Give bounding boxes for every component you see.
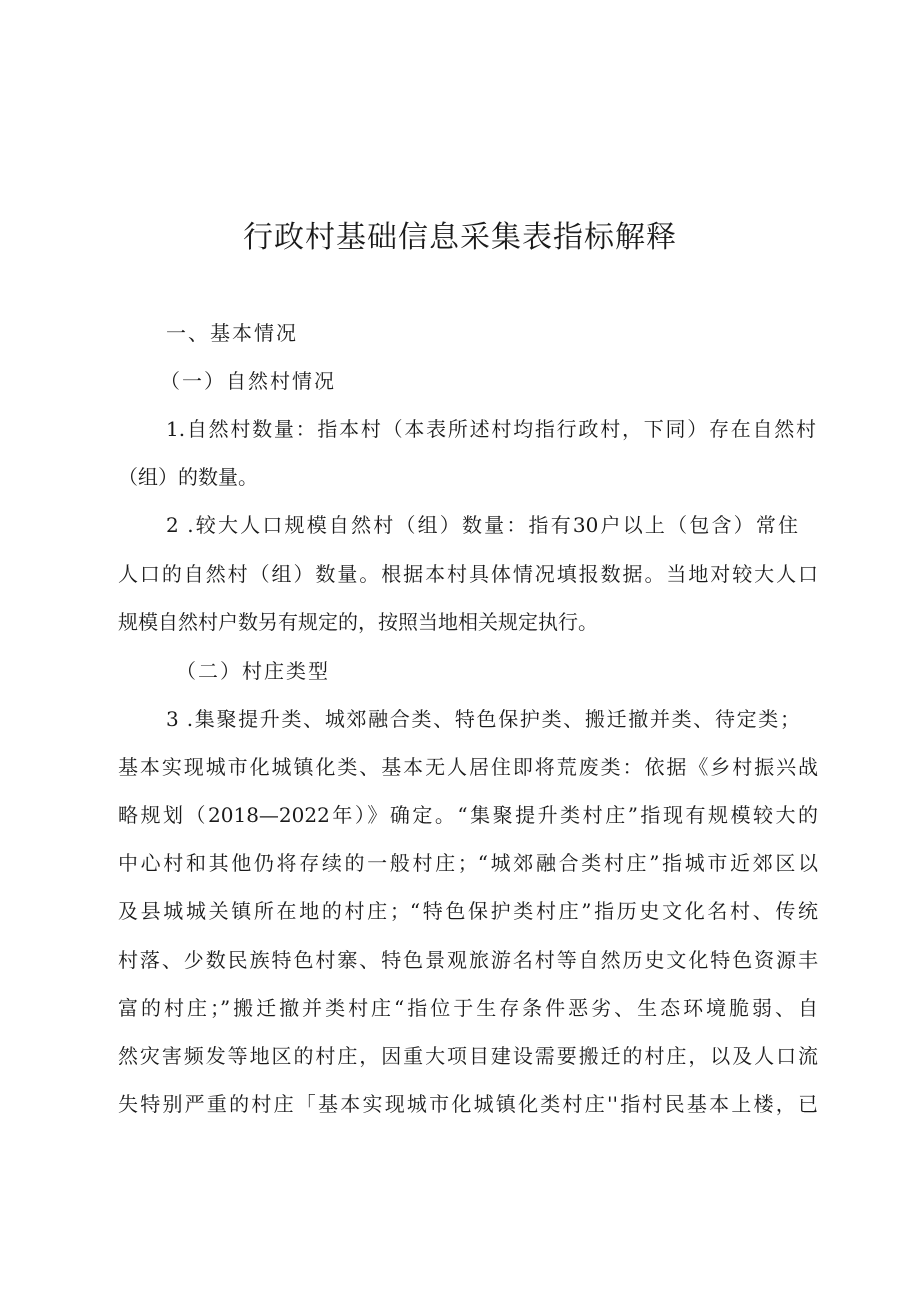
item-2-line-3: 规模自然村户数另有规定的，按照当地相关规定执行。: [118, 610, 598, 634]
subsection-heading-village-type: （二）村庄类型: [176, 659, 330, 683]
item-2-line-1: 2 .较大人口规模自然村（组）数量：指有30户以上（包含）常住: [166, 513, 798, 537]
item-1-line-1: 1.自然村数量：指本村（本表所述村均指行政村，下同）存在自然村: [166, 417, 816, 441]
item-3-line-8: 然灾害频发等地区的村庄，因重大项目建设需要搬迁的村庄，以及人口流: [118, 1044, 818, 1068]
item-3-line-4: 中心村和其他仍将存续的一般村庄；“城郊融合类村庄”指城市近郊区以: [118, 851, 818, 875]
section-heading-basic-info: 一、基本情况: [166, 321, 298, 345]
document-title: 行政村基础信息采集表指标解释: [243, 220, 677, 255]
item-3-line-5: 及县城城关镇所在地的村庄；“特色保护类村庄”指历史文化名村、传统: [118, 899, 818, 923]
item-3-line-7: 富的村庄；”搬迁撤并类村庄“指位于生存条件恶劣、生态环境脆弱、自: [118, 996, 818, 1020]
subsection-heading-natural-village: （一）自然村情况: [160, 369, 336, 393]
item-1-line-2: （组）的数量。: [118, 465, 258, 489]
item-3-line-6: 村落、少数民族特色村寨、特色景观旅游名村等自然历史文化特色资源丰: [118, 948, 818, 972]
item-2-line-2: 人口的自然村（组）数量。根据本村具体情况填报数据。当地对较大人口: [118, 562, 818, 586]
item-3-line-3: 略规划（2018—2022年）》确定。“集聚提升类村庄”指现有规模较大的: [118, 803, 818, 827]
item-3-line-2: 基本实现城市化城镇化类、基本无人居住即将荒废类：依据《乡村振兴战: [118, 755, 818, 779]
item-3-line-1: 3 .集聚提升类、城郊融合类、特色保护类、搬迁撤并类、待定类；: [166, 707, 800, 731]
item-3-line-9: 失特别严重的村庄「基本实现城市化城镇化类村庄''指村民基本上楼，已: [118, 1092, 818, 1116]
